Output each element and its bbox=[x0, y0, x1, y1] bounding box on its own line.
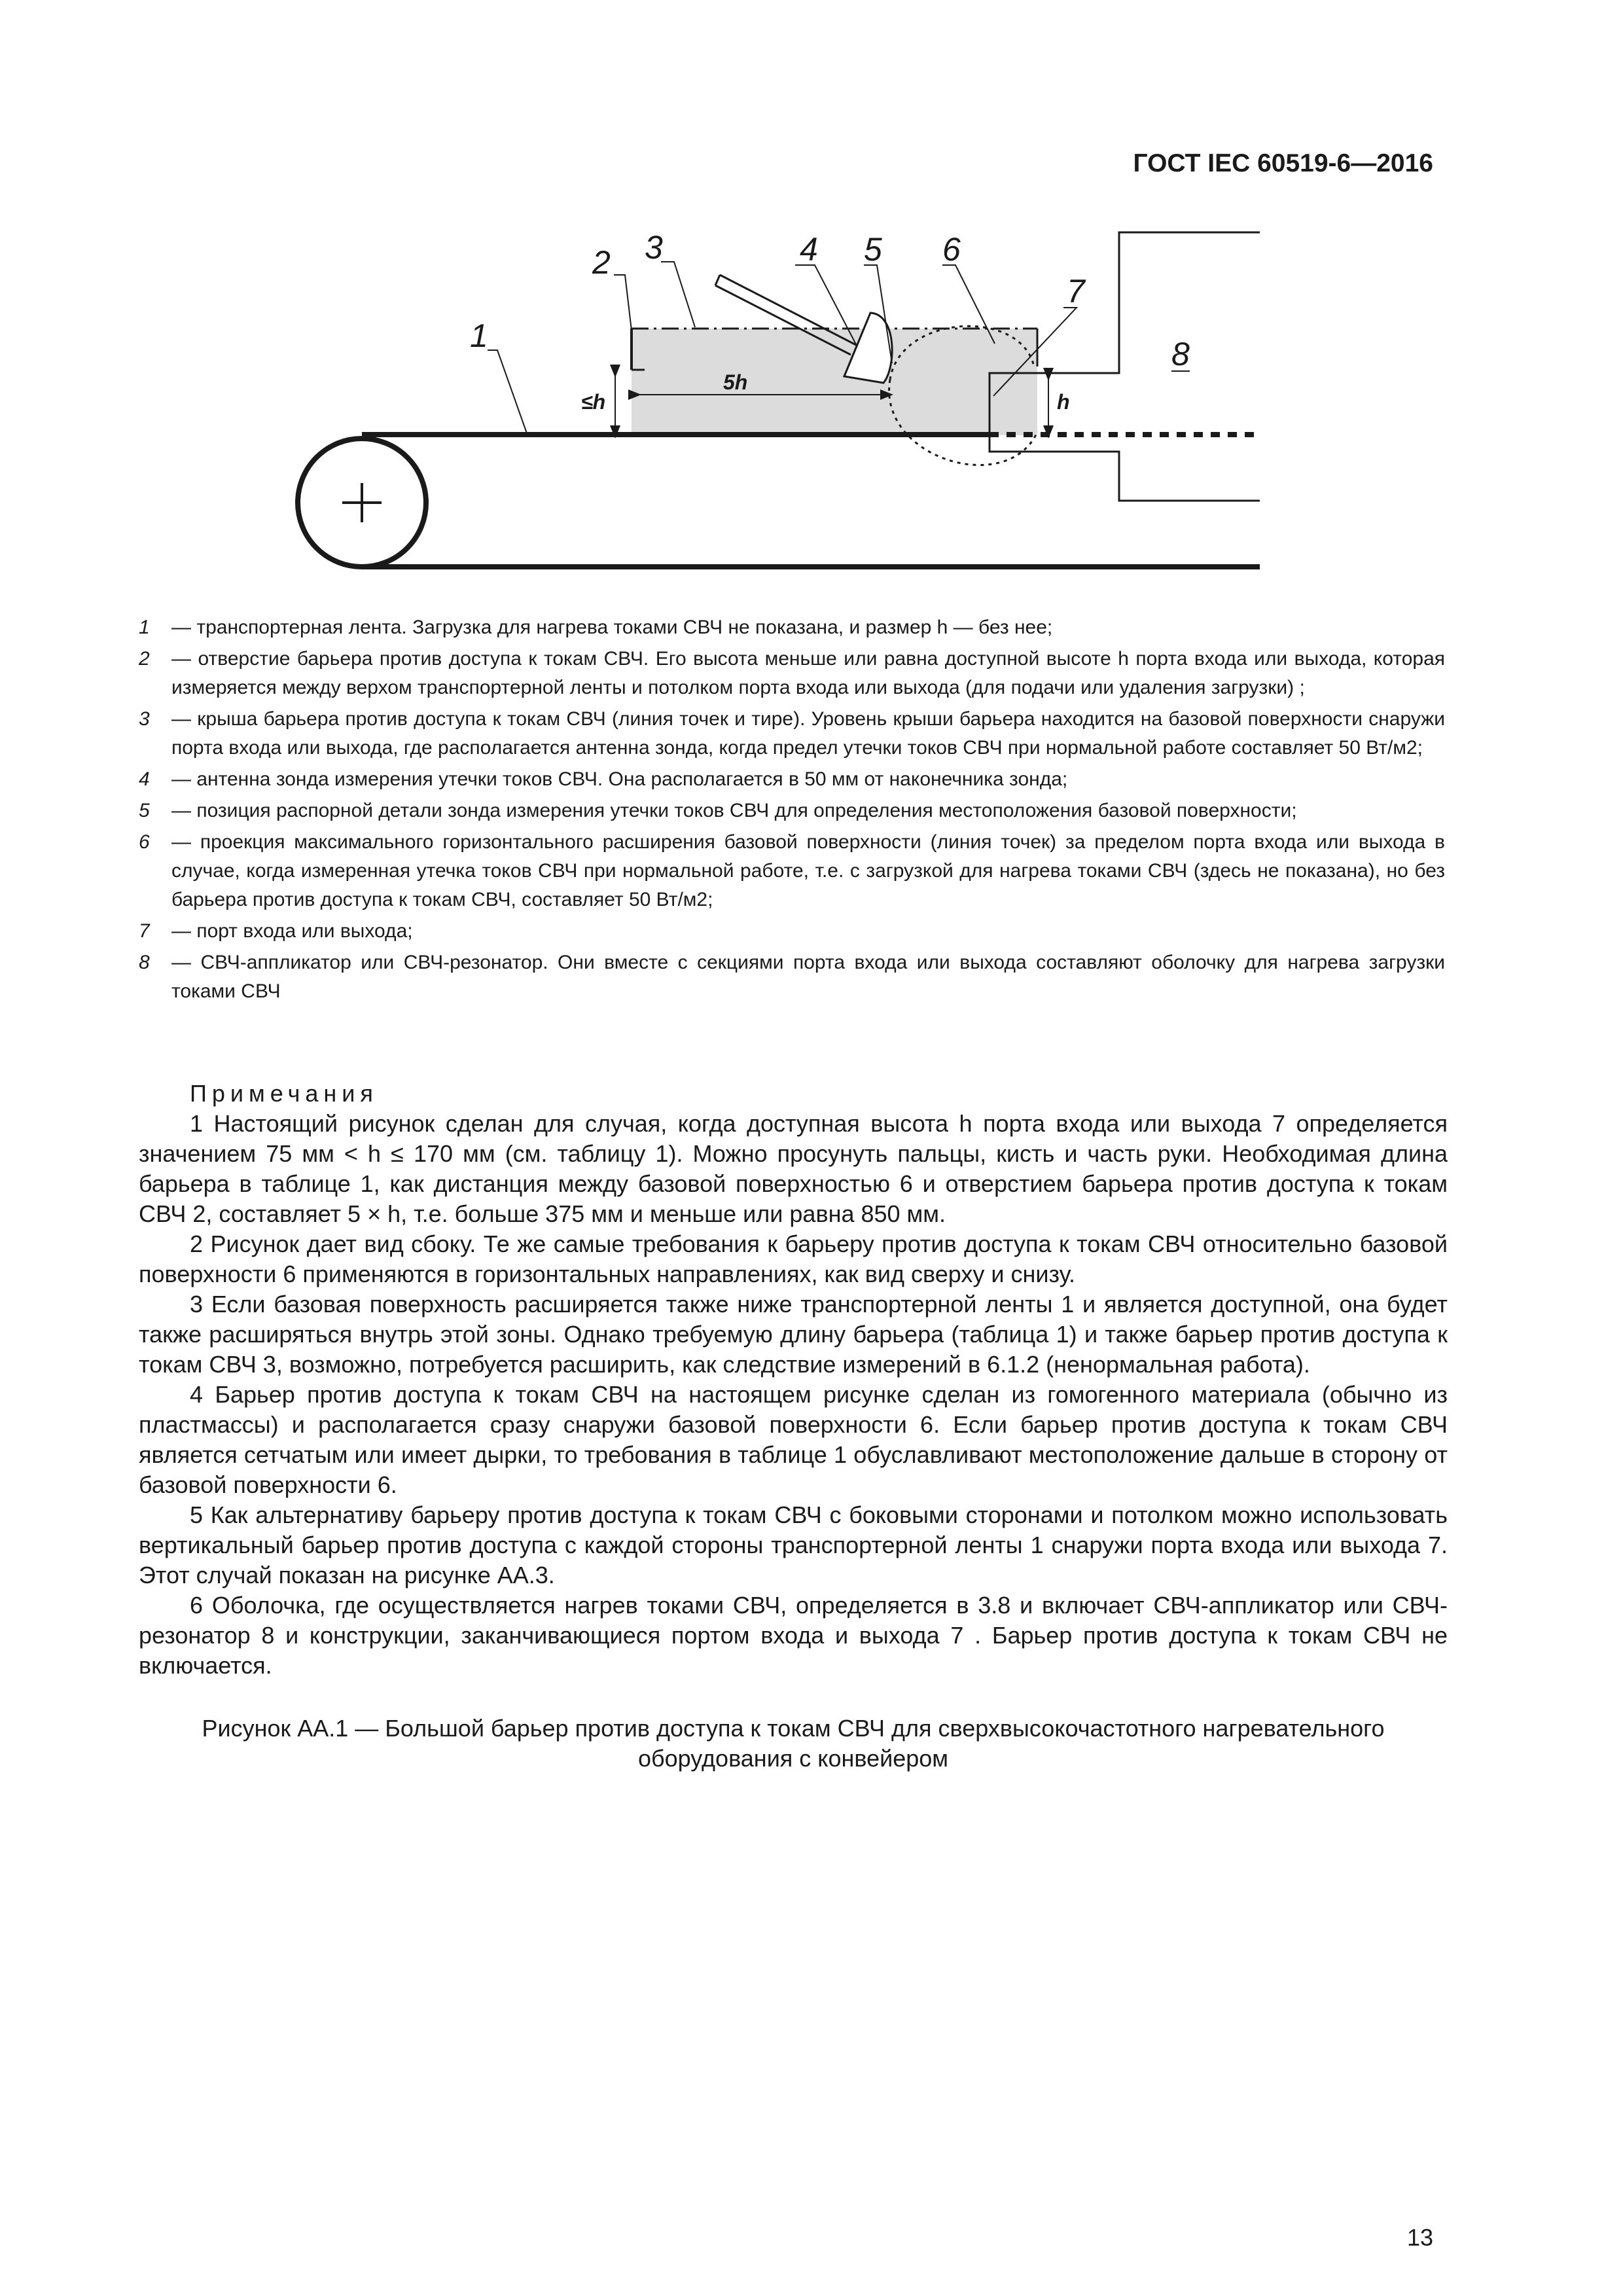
dim-label-h-left: ≤h bbox=[581, 390, 606, 414]
legend-text: — СВЧ-аппликатор или СВЧ-резонатор. Они вместе с секциями порта входа или выхода составляют оболочку для нагрева загрузки токами СВЧ bbox=[171, 952, 1445, 1002]
barrier-region bbox=[632, 329, 1037, 435]
legend-item bbox=[139, 645, 1445, 702]
callout-2: 2 bbox=[592, 244, 611, 281]
legend-text: — проекция максимального горизонтального расширения базовой поверхности (линия точек) за пределом порта входа или выхода в случае, когда измеренная утечка токов СВЧ при нормальной работе, т.е. с загрузкой для нагрева токами СВЧ (здесь не показана), но без барьера против доступа к токам СВЧ, составляет 50 Вт/м2; bbox=[171, 831, 1445, 910]
legend-num: 4 bbox=[139, 768, 150, 790]
legend-num: 8 bbox=[139, 952, 150, 973]
dim-label-5h: 5h bbox=[723, 370, 748, 394]
legend-num: 3 bbox=[139, 708, 150, 730]
dim-label-h-right: h bbox=[1057, 390, 1070, 414]
callout-6: 6 bbox=[942, 231, 961, 268]
callout-3: 3 bbox=[645, 229, 663, 266]
legend-text: — порт входа или выхода; bbox=[171, 920, 413, 942]
legend-num: 2 bbox=[139, 648, 150, 670]
conveyor-barrier-diagram bbox=[0, 0, 1623, 602]
legend-item bbox=[139, 828, 1445, 914]
legend-text: — крыша барьера против доступа к токам СВЧ (линия точек и тире). Уровень крыши барьера находится на базовой поверхности снаружи порта входа или выхода, где располагается антенна зонда, когда предел утечки токов СВЧ при нормальной работе составляет 50 Вт/м2; bbox=[171, 708, 1445, 759]
note-paragraph: 6 Оболочка, где осуществляется нагрев токами СВЧ, определяется в 3.8 и включает СВЧ-аппликатор или СВЧ-резонатор 8 и конструкции, заканчивающиеся портом входа и выхода 7 . Барьер против доступа к токам СВЧ не включается. bbox=[139, 1592, 1448, 1679]
leader-1 bbox=[488, 350, 527, 433]
callout-5: 5 bbox=[864, 231, 882, 268]
legend-text: — позиция распорной детали зонда измерения утечки токов СВЧ для определения местоположения базовой поверхности; bbox=[171, 800, 1297, 821]
legend-num: 5 bbox=[139, 800, 150, 821]
legend-text: — антенна зонда измерения утечки токов СВЧ. Она располагается в 50 мм от наконечника зонда; bbox=[171, 768, 1068, 790]
callout-8: 8 bbox=[1171, 336, 1190, 372]
document-header: ГОСТ IEC 60519-6—2016 bbox=[1133, 149, 1433, 177]
legend-text: — транспортерная лента. Загрузка для нагрева токами СВЧ не показана, и размер h — без нее; bbox=[171, 617, 1053, 638]
notes-title: Примечания bbox=[190, 1080, 378, 1107]
legend-num: 6 bbox=[139, 831, 150, 853]
note-paragraph: 4 Барьер против доступа к токам СВЧ на настоящем рисунке сделан из гомогенного материала (обычно из пластмассы) и располагается сразу снаружи базовой поверхности 6. Если барьер против доступа к токам СВЧ является сетчатым или имеет дырки, то требования в таблице 1 обуславливают местоположение дальше в сторону от базовой поверхности 6. bbox=[139, 1381, 1448, 1498]
note-paragraph: 3 Если базовая поверхность расширяется также ниже транспортерной ленты 1 и является доступной, она будет также расширяться внутрь этой зоны. Однако требуемую длину барьера (таблица 1) и также барьер против доступа к токам СВЧ 3, возможно, потребуется расширить, как следствие измерений в 6.1.2 (ненормальная работа). bbox=[139, 1291, 1448, 1378]
legend-item bbox=[139, 765, 1445, 794]
note-paragraph: 5 Как альтернативу барьеру против доступа к токам СВЧ с боковыми сторонами и потолком можно использовать вертикальный барьер против доступа с каждой стороны транспортерной ленты 1 снаружи порта входа или выхода 7. Этот случай показан на рисунке АА.3. bbox=[139, 1501, 1448, 1588]
legend-item bbox=[139, 797, 1445, 825]
legend-text: — отверстие барьера против доступа к токам СВЧ. Его высота меньше или равна доступной высоте h порта входа или выхода, которая измеряется между верхом транспортерной ленты и потолком порта входа или выхода (для подачи или удаления загрузки) ; bbox=[171, 648, 1445, 698]
callout-7: 7 bbox=[1067, 273, 1085, 310]
leader-3 bbox=[661, 262, 695, 327]
page-number: 13 bbox=[1406, 2224, 1433, 2251]
leader-2 bbox=[614, 275, 632, 331]
legend-item bbox=[139, 948, 1445, 1006]
legend-item bbox=[139, 705, 1445, 762]
callout-4: 4 bbox=[800, 231, 818, 268]
note-paragraph: 2 Рисунок дает вид сбоку. Те же самые требования к барьеру против доступа к токам СВЧ относительно базовой поверхности 6 применяются в горизонтальных направлениях, как вид сверху и снизу. bbox=[139, 1230, 1448, 1287]
legend-num: 1 bbox=[139, 617, 150, 638]
callout-1: 1 bbox=[470, 317, 488, 354]
legend-num: 7 bbox=[139, 920, 150, 942]
note-paragraph: 1 Настоящий рисунок сделан для случая, когда доступная высота h порта входа или выхода 7 определяется значением 75 мм < h ≤ 170 мм (см. таблицу 1). Можно просунуть пальцы, кисть и часть руки. Необходимая длина барьера в таблице 1, как дистанция между базовой поверхностью 6 и отверстием барьера против доступа к токам СВЧ 2, составляет 5 × h, т.е. больше 375 мм и меньше или равна 850 мм. bbox=[139, 1110, 1448, 1227]
legend-item bbox=[139, 917, 1445, 946]
notes-section bbox=[139, 1079, 1448, 1681]
legend-item bbox=[139, 613, 1445, 642]
port-wall-lower bbox=[990, 435, 1260, 501]
figure-legend bbox=[139, 613, 1445, 1009]
figure-caption: Рисунок АА.1 — Большой барьер против доступа к токам СВЧ для сверхвысокочастотного нагревательного оборудования с конвейером bbox=[202, 1715, 1385, 1772]
